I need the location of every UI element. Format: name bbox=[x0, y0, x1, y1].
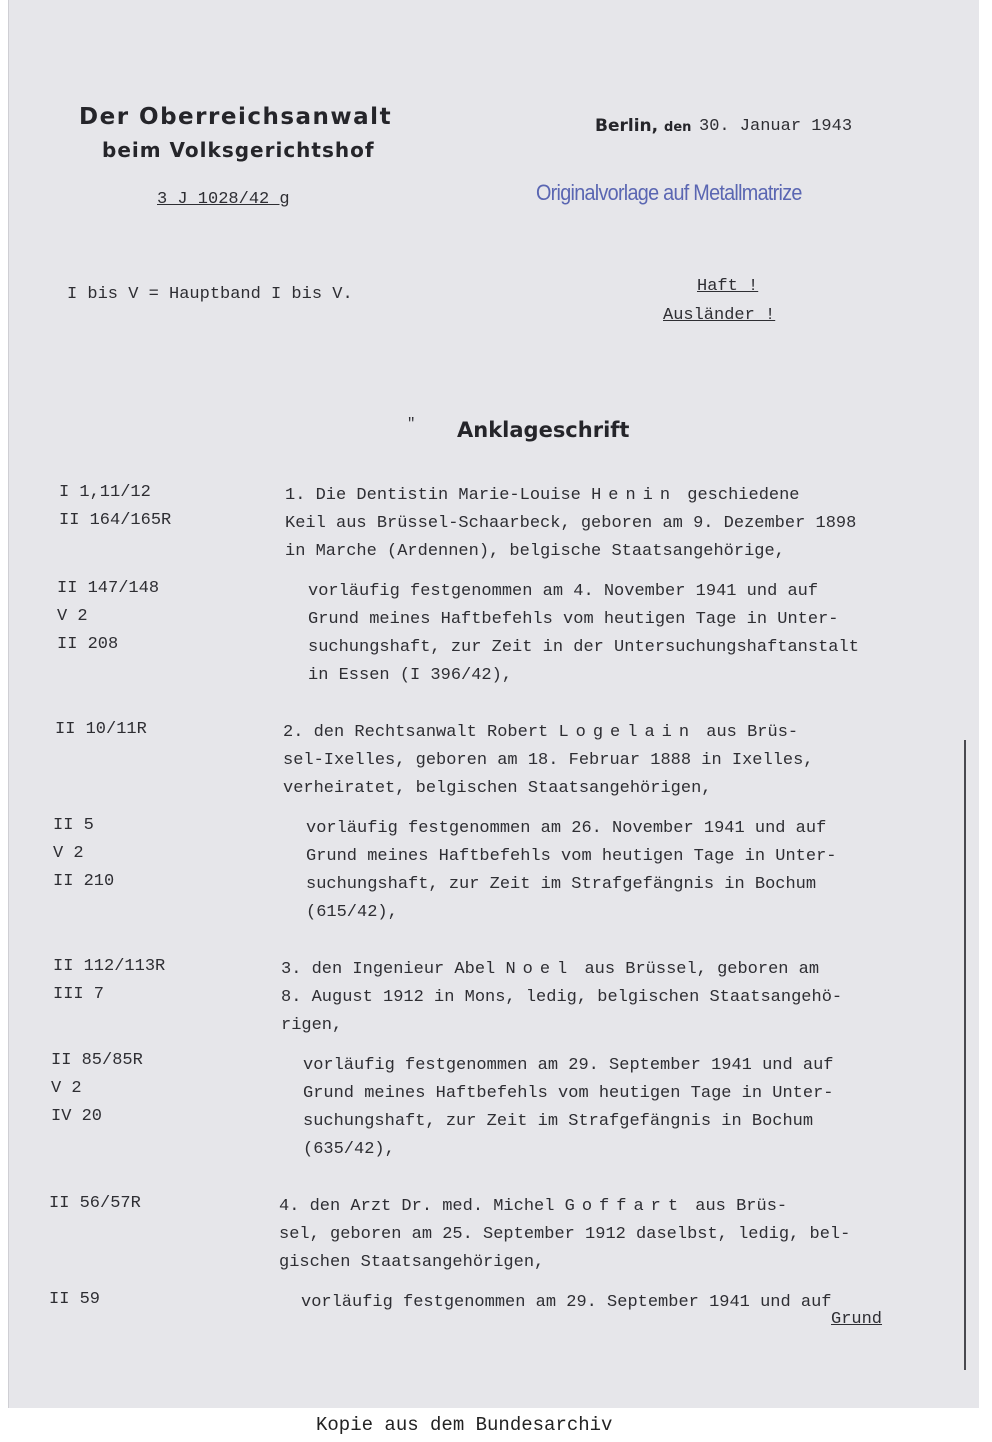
text-line: (635/42), bbox=[303, 1140, 395, 1159]
accused-intro bbox=[283, 719, 814, 803]
text-line: 8. August 1912 in Mons, ledig, belgischen Staatsangehö- bbox=[281, 988, 843, 1007]
margin-ref: II 164/165R bbox=[59, 511, 172, 530]
margin-ref: II 59 bbox=[49, 1290, 101, 1309]
text-line: Grund meines Haftbefehls vom heutigen Tage in Unter- bbox=[303, 1084, 834, 1103]
margin-refs bbox=[57, 575, 159, 659]
note-haft: Haft ! bbox=[697, 277, 759, 296]
margin-ref: II 10/11R bbox=[55, 720, 147, 739]
text-line: vorläufig festgenommen am 29. September 1941 und auf bbox=[303, 1056, 834, 1075]
text-line: 4. den Arzt Dr. med. Michel Goffart aus Brüs- bbox=[279, 1197, 788, 1216]
detention-details bbox=[308, 578, 859, 690]
accused-intro bbox=[281, 956, 842, 1040]
margin-ref: IV 20 bbox=[51, 1107, 103, 1126]
detention-details bbox=[303, 1052, 834, 1164]
margin-ref: II 85/85R bbox=[51, 1051, 143, 1070]
margin-ref: II 112/113R bbox=[53, 957, 166, 976]
margin-ref: V 2 bbox=[53, 844, 84, 863]
margin-ref: V 2 bbox=[57, 607, 88, 626]
continuation-word: Grund bbox=[831, 1310, 883, 1329]
volume-legend: I bis V = Hauptband I bis V. bbox=[67, 285, 353, 304]
text-line: rigen, bbox=[281, 1016, 343, 1035]
text-line: in Marche (Ardennen), belgische Staatsangehörige, bbox=[285, 542, 785, 561]
margin-ref: II 5 bbox=[53, 816, 94, 835]
text-line: Keil aus Brüssel-Schaarbeck, geboren am 9. Dezember 1898 bbox=[285, 514, 857, 533]
text-line: Grund meines Haftbefehls vom heutigen Tage in Unter- bbox=[308, 610, 839, 629]
surname: Goffart bbox=[564, 1197, 686, 1216]
margin-refs bbox=[51, 1047, 143, 1131]
detention-details bbox=[301, 1289, 832, 1317]
accused-intro bbox=[279, 1193, 850, 1277]
file-reference: 3 J 1028/42 g bbox=[157, 190, 290, 209]
text-line: sel, geboren am 25. September 1912 daselbst, ledig, bel- bbox=[279, 1225, 851, 1244]
text-line: 2. den Rechtsanwalt Robert Logelain aus Brüs- bbox=[283, 723, 799, 742]
margin-ref: II 208 bbox=[57, 635, 119, 654]
margin-ref: II 56/57R bbox=[49, 1194, 141, 1213]
text-line: suchungshaft, zur Zeit in der Untersuchungshaftanstalt bbox=[308, 638, 859, 657]
text-line: vorläufig festgenommen am 26. November 1941 und auf bbox=[306, 819, 827, 838]
text-line: 1. Die Dentistin Marie-Louise Henin geschiedene bbox=[285, 486, 800, 505]
surname: Logelain bbox=[558, 723, 697, 742]
text-line: suchungshaft, zur Zeit im Strafgefängnis in Bochum bbox=[306, 875, 817, 894]
archive-stamp: Originalvorlage auf Metallmatrize bbox=[536, 180, 802, 205]
text-line: vorläufig festgenommen am 4. November 1941 und auf bbox=[308, 582, 819, 601]
text-line: (615/42), bbox=[306, 903, 398, 922]
den-word: den bbox=[664, 120, 692, 135]
surname: Noel bbox=[505, 960, 575, 979]
margin-ref: III 7 bbox=[53, 985, 105, 1004]
note-auslaender: Ausländer ! bbox=[663, 306, 776, 325]
city-name: Berlin, bbox=[595, 116, 659, 136]
margin-ref: V 2 bbox=[51, 1079, 82, 1098]
margin-refs bbox=[53, 953, 165, 1009]
text-line: sel-Ixelles, geboren am 18. Februar 1888 in Ixelles, bbox=[283, 751, 814, 770]
text-line: 3. den Ingenieur Abel Noel aus Brüssel, geboren am bbox=[281, 960, 820, 979]
text-line: in Essen (I 396/42), bbox=[308, 666, 513, 685]
document-page bbox=[8, 0, 979, 1408]
margin-ref: I 1,11/12 bbox=[59, 483, 151, 502]
surname: Henin bbox=[591, 486, 678, 505]
city bbox=[595, 116, 691, 136]
tick-mark: " bbox=[407, 416, 416, 432]
margin-ref: II 210 bbox=[53, 872, 115, 891]
accused-intro bbox=[285, 482, 856, 566]
text-line: Grund meines Haftbefehls vom heutigen Tage in Unter- bbox=[306, 847, 837, 866]
margin-refs bbox=[49, 1286, 100, 1314]
text-line: suchungshaft, zur Zeit im Strafgefängnis in Bochum bbox=[303, 1112, 814, 1131]
archive-footer: Kopie aus dem Bundesarchiv bbox=[316, 1414, 613, 1436]
text-line: verheiratet, belgischen Staatsangehörigen, bbox=[283, 779, 712, 798]
margin-refs bbox=[49, 1190, 141, 1218]
margin-refs bbox=[59, 479, 171, 535]
text-line: gischen Staatsangehörigen, bbox=[279, 1253, 545, 1272]
document-date: 30. Januar 1943 bbox=[699, 117, 853, 136]
margin-refs bbox=[53, 812, 114, 896]
margin-rule bbox=[964, 740, 966, 1370]
document-heading: Anklageschrift bbox=[457, 418, 630, 442]
detention-details bbox=[306, 815, 837, 927]
authority-title: Der Oberreichsanwalt bbox=[79, 104, 393, 130]
authority-subtitle: beim Volksgerichtshof bbox=[102, 138, 375, 162]
margin-ref: II 147/148 bbox=[57, 579, 160, 598]
text-line: vorläufig festgenommen am 29. September 1941 und auf bbox=[301, 1293, 832, 1312]
margin-refs bbox=[55, 716, 147, 744]
